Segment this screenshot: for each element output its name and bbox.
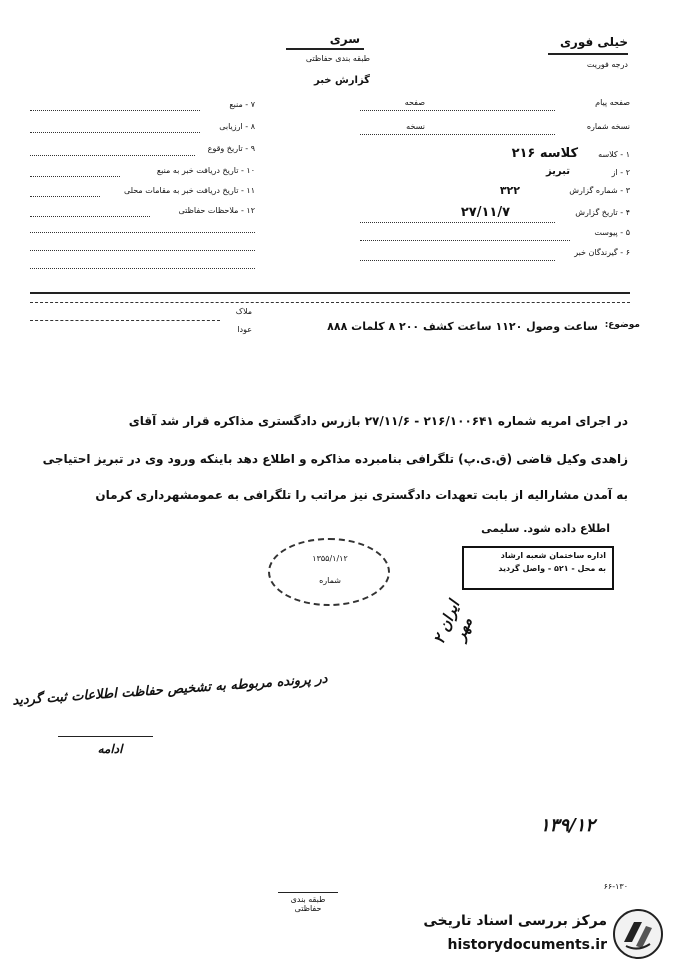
signature-right: ایران ۲ مهر: [429, 597, 476, 647]
footer-line: [278, 892, 338, 893]
secrecy-label: سری: [329, 32, 360, 46]
form-right-label: ۱ - کلاسه: [598, 150, 630, 159]
form-right-label: صفحه پیام: [595, 98, 630, 107]
form-left-label: ۷ - منبع: [229, 100, 255, 109]
oval-stamp-line-2: شماره: [319, 576, 341, 585]
form-right-label: ۵ - پیوست: [594, 228, 630, 237]
form-dotted-line: [30, 216, 150, 217]
watermark-brand: مرکز بررسی اسناد تاریخی: [423, 913, 607, 929]
subject-text: ساعت وصول ۱۱۲۰ ساعت کشف ۲۰۰ ۸ کلمات ۸۸۸: [327, 320, 598, 333]
form-right-label: ۳ - شماره گزارش: [569, 186, 630, 195]
form-left-label: ۹ - تاریخ وقوع: [207, 144, 255, 153]
subject-dashed-line: [30, 320, 220, 321]
form-separator: [30, 292, 630, 294]
form-dotted-line: [360, 110, 555, 111]
closing-line: اطلاع داده شود. سلیمی: [481, 522, 610, 535]
oval-date-stamp: [268, 538, 390, 606]
form-dotted-line: [30, 268, 255, 269]
form-dotted-line: [30, 176, 120, 177]
form-right-label: ۲ - از: [611, 168, 630, 177]
body-line-2: زاهدی وکیل قاضی (ق.ی.پ) تلگرافی بنامبرده مذاکره و اطلاع دهد باینکه ورود وی در تبریز احتیاجی: [42, 452, 628, 466]
urgency-caption: درجه فوریت: [586, 60, 628, 69]
stamp-line-1: اداره ساختمان شعبه ارشاد: [500, 551, 606, 560]
secrecy-caption: طبقه بندی حفاظتی: [305, 54, 370, 63]
form-dotted-line: [360, 260, 555, 261]
margin-note-underline: [58, 736, 153, 737]
body-line-3: به آمدن مشارالیه از بابت تعهدات دادگستری نیز مراتب را تلگرافی به عمومشهرداری کرمان: [95, 488, 628, 502]
form-separator-dashed: [30, 302, 630, 303]
form-left-label: ۱۱ - تاریخ دریافت خبر به مقامات محلی: [123, 186, 255, 195]
form-right-label: ۶ - گیرندگان خبر: [574, 248, 630, 257]
form-dotted-line: [30, 155, 195, 156]
form-right-value: صفحه: [404, 98, 425, 107]
form-dotted-line: [360, 222, 555, 223]
form-right-value: تبریز: [545, 166, 570, 177]
form-left-label: ۸ - ارزیابی: [219, 122, 255, 131]
margin-handwritten-note: در پرونده مربوطه به تشخیص حفاظت اطلاعات ثبت گردید: [11, 671, 328, 709]
form-title: گزارش خبر: [313, 75, 370, 86]
watermark-logo-icon: [612, 908, 664, 960]
secrecy-underline: [286, 48, 364, 50]
mark-label: ملاک: [235, 307, 252, 316]
form-left-label: ۱۲ - ملاحظات حفاظتی: [178, 206, 255, 215]
form-right-label: ۴ - تاریخ گزارش: [575, 208, 630, 217]
subject-label: موضوع:: [604, 320, 640, 330]
footer-label: طبقه بندی حفاظتی: [290, 895, 326, 913]
form-dotted-line: [30, 132, 200, 133]
urgency-label: خیلی فوری: [559, 35, 628, 49]
form-right-value: ۲۷/۱۱/۷: [460, 205, 510, 220]
form-dotted-line: [30, 250, 255, 251]
form-dotted-line: [30, 196, 100, 197]
urgency-underline: [548, 53, 628, 55]
margin-signature: ادامه: [97, 742, 123, 756]
form-dotted-line: [360, 134, 555, 135]
form-dotted-line: [30, 232, 255, 233]
form-dotted-line: [30, 110, 200, 111]
form-right-value: کلاسه ۲۱۶: [511, 146, 578, 161]
oval-stamp-line-1: ۱۳۵۵/۱/۱۲: [312, 554, 348, 563]
stamp-line-2: به محل - ۵۲۱ - واصل گردید: [498, 564, 606, 573]
form-code: ۶۶-۱۳۰: [603, 882, 628, 891]
receipt-stamp-box: [462, 546, 614, 590]
form-right-value: نسخه: [406, 122, 425, 131]
file-number: ۱۳۹/۱۲: [540, 815, 595, 836]
form-right-value: ۳۲۲: [499, 184, 520, 197]
watermark-url: historydocuments.ir: [447, 937, 607, 953]
form-left-label: ۱۰ - تاریخ دریافت خبر به منبع: [156, 166, 255, 175]
body-line-1: در اجرای امریه شماره ۲۱۶/۱۰۰۶۴۱ - ۲۷/۱۱/۶ بازرس دادگستری مذاکره قرار شد آقای: [128, 414, 628, 428]
form-right-label: نسخه شماره: [586, 122, 630, 131]
mark-label-2: عودا: [237, 325, 252, 334]
form-dotted-line: [360, 240, 570, 241]
